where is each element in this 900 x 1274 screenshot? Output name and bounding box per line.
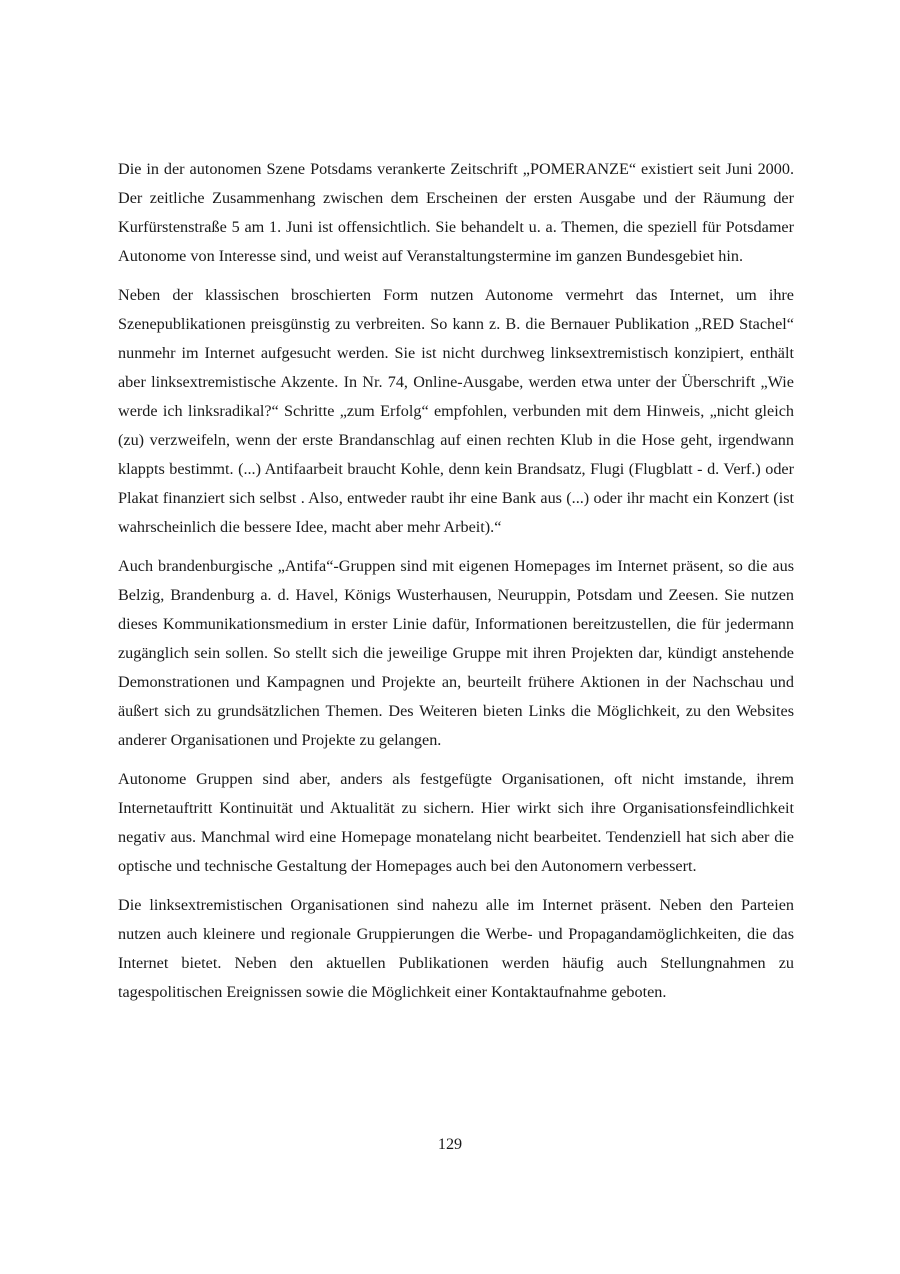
- page-number: 129: [437, 1135, 463, 1153]
- paragraph-linksextremist-organisations: Die linksextremistischen Organisationen sind nahezu alle im Internet präsent. Neben den Parteien nutzen auch kleinere und regionale Gruppierungen die Werbe- und Propagandamöglichkeiten, die das Internet bietet. Neben den aktuellen Publikationen werden häufig auch Stellungnahmen zu tagespolitischen Ereignissen sowie die Möglichkeit einer Kontaktaufnahme geboten.: [118, 896, 794, 1001]
- paragraph-pomeranze: Die in der autonomen Szene Potsdams verankerte Zeitschrift „POMERANZE“ existiert seit Juni 2000. Der zeitliche Zusammenhang zwischen dem Erscheinen der ersten Ausgabe und der Räumung der Kurfürstenstraße 5 am 1. Juni ist offensichtlich. Sie behandelt u. a. Themen, die speziell für Potsdamer Autonome von Interesse sind, und weist auf Veranstaltungstermine im ganzen Bundesgebiet hin.: [118, 160, 794, 265]
- paragraph-autonome-groups: Autonome Gruppen sind aber, anders als festgefügte Organisationen, oft nicht imstande, ihrem Internetauftritt Kontinuität und Aktualität zu sichern. Hier wirkt sich ihre Organisationsfeindlichkeit negativ aus. Manchmal wird eine Homepage monatelang nicht bearbeitet. Tendenziell hat sich aber die optische und technische Gestaltung der Homepages auch bei den Autonomern verbessert.: [118, 770, 794, 875]
- body-text: [118, 155, 794, 1017]
- paragraph-internet-publications: Neben der klassischen broschierten Form nutzen Autonome vermehrt das Internet, um ihre Szenepublikationen preisgünstig zu verbreiten. So kann z. B. die Bernauer Publikation „RED Stachel“ nunmehr im Internet aufgesucht werden. Sie ist nicht durchweg linksextremistisch konzipiert, enthält aber linksextremistische Akzente. In Nr. 74, Online-Ausgabe, werden etwa unter der Überschrift „Wie werde ich linksradikal?“ Schritte „zum Erfolg“ empfohlen, verbunden mit dem Hinweis, „nicht gleich (zu) verzweifeln, wenn der erste Brandanschlag auf einen rechten Klub in die Hose geht, irgendwann klappts bestimmt. (...) Antifaarbeit braucht Kohle, denn kein Brandsatz, Flugi (Flugblatt - d. Verf.) oder Plakat finanziert sich selbst . Also, entweder raubt ihr eine Bank aus (...) oder ihr macht ein Konzert (ist wahrscheinlich die bessere Idee, macht aber mehr Arbeit).“: [118, 286, 794, 536]
- paragraph-antifa-homepages: Auch brandenburgische „Antifa“-Gruppen sind mit eigenen Homepages im Internet präsent, so die aus Belzig, Brandenburg a. d. Havel, Königs Wusterhausen, Neuruppin, Potsdam und Zeesen. Sie nutzen dieses Kommunikationsmedium in erster Linie dafür, Informationen bereitzustellen, die für jedermann zugänglich sein sollen. So stellt sich die jeweilige Gruppe mit ihren Projekten dar, kündigt anstehende Demonstrationen und Kampagnen und Projekte an, beurteilt frühere Aktionen in der Nachschau und äußert sich zu grundsätzlichen Themen. Des Weiteren bieten Links die Möglichkeit, zu den Websites anderer Organisationen und Projekte zu gelangen.: [118, 557, 794, 749]
